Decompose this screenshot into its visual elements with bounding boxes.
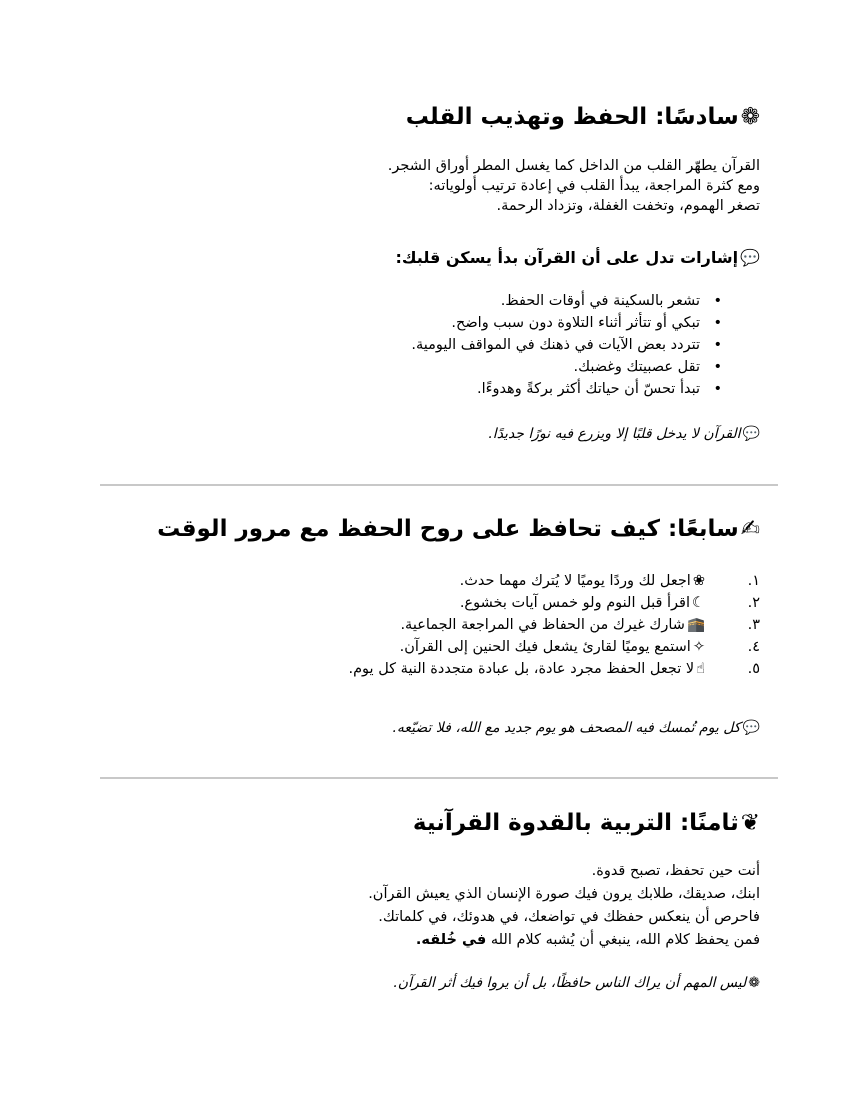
list-item	[348, 658, 760, 680]
item-number: ٥.	[747, 661, 760, 677]
list-item	[348, 636, 760, 658]
emphasis-text: في خُلقه.	[415, 932, 487, 948]
list-item	[348, 570, 760, 592]
flower-icon: ❁	[740, 104, 760, 130]
section6-note	[488, 426, 760, 442]
line-text: فمن يحفظ كلام الله، ينبغي أن يُشبه كلام الله	[490, 932, 760, 948]
paragraph-line: أنت حين تحفظ، تصبح قدوة.	[591, 863, 760, 879]
section-divider	[100, 777, 778, 779]
flower-icon: ❁	[748, 975, 760, 991]
paragraph-line: ومع كثرة المراجعة، يبدأ القلب في إعادة ترتيب أولوياته:	[428, 178, 760, 194]
item-number: ٤.	[747, 639, 760, 655]
section6-paragraph	[388, 156, 760, 216]
paragraph-line: القرآن يطهّر القلب من الداخل كما يغسل المطر أوراق الشجر.	[387, 158, 760, 174]
section8-title: ثامنًا: التربية بالقدوة القرآنية	[412, 810, 739, 836]
moon-icon: ☾	[692, 595, 705, 611]
paragraph-line	[368, 929, 760, 952]
signs-heading	[396, 248, 761, 267]
note-text: ليس المهم أن يراك الناس حافظًا، بل أن يروا فيك أثر القرآن.	[393, 975, 747, 991]
item-number: ٢.	[747, 595, 760, 611]
list-item: • تتردد بعض الآيات في ذهنك في المواقف اليومية.	[411, 334, 760, 356]
section8-heading	[413, 810, 760, 836]
note-text: كل يوم تُمسك فيه المصحف هو يوم جديد مع الله، فلا تضيّعه.	[392, 720, 741, 736]
item-text: استمع يوميًا لقارئ يشعل فيك الحنين إلى القرآن.	[399, 639, 691, 655]
document-page	[100, 0, 760, 1100]
paragraph-line: تصغر الهموم، وتخفت الغفلة، وتزداد الرحمة.	[496, 198, 760, 214]
item-number: ٣.	[747, 617, 760, 633]
item-text: لا تجعل الحفظ مجرد عادة، بل عبادة متجددة النية كل يوم.	[348, 661, 695, 677]
flower-icon: ❀	[692, 573, 705, 589]
list-item	[348, 592, 760, 614]
list-item: • تشعر بالسكينة في أوقات الحفظ.	[411, 290, 760, 312]
plant-icon: ❦	[740, 810, 760, 836]
speech-bubble-icon: 💬	[742, 720, 760, 736]
section8-note	[393, 975, 760, 991]
list-item	[348, 614, 760, 636]
note-text: القرآن لا يدخل قلبًا إلا ويزرع فيه نورًا جديدًا.	[488, 426, 741, 442]
item-text: اقرأ قبل النوم ولو خمس آيات بخشوع.	[459, 595, 690, 611]
signs-list	[411, 290, 760, 400]
section6-title: سادسًا: الحفظ وتهذيب القلب	[405, 104, 739, 130]
section8-paragraph	[368, 860, 760, 952]
section-divider	[100, 484, 778, 486]
kaaba-icon: 🕋	[686, 617, 705, 633]
section7-note	[392, 720, 760, 736]
item-text: اجعل لك وردًا يوميًا لا يُترك مهما حدث.	[459, 573, 691, 589]
signs-title: إشارات تدل على أن القرآن بدأ يسكن قلبك:	[395, 248, 739, 267]
paragraph-line: فاحرص أن ينعكس حفظك في تواضعك، في هدوئك، في كلماتك.	[378, 909, 760, 925]
pointing-finger-icon: ☝	[696, 661, 705, 677]
sparkle-icon: ✧	[692, 639, 705, 655]
item-number: ١.	[747, 573, 760, 589]
list-item: • تبكي أو تتأثر أثناء التلاوة دون سبب واضح.	[411, 312, 760, 334]
section7-title: سابعًا: كيف تحافظ على روح الحفظ مع مرور الوقت	[157, 516, 739, 542]
section6-heading	[406, 104, 760, 130]
paragraph-line: ابنك، صديقك، طلابك يرون فيك صورة الإنسان الذي يعيش القرآن.	[368, 886, 760, 902]
tips-list	[348, 570, 760, 680]
list-item: • تقل عصبيتك وغضبك.	[411, 356, 760, 378]
speech-bubble-icon: 💬	[742, 426, 760, 442]
list-item: • تبدأ تحسّ أن حياتك أكثر بركةً وهدوءًا.	[411, 378, 760, 400]
section7-heading	[157, 516, 760, 542]
item-text: شارك غيرك من الحفاظ في المراجعة الجماعية.	[400, 617, 685, 633]
speech-bubble-icon: 💬	[740, 248, 760, 267]
writing-hand-icon: ✍	[740, 516, 760, 542]
